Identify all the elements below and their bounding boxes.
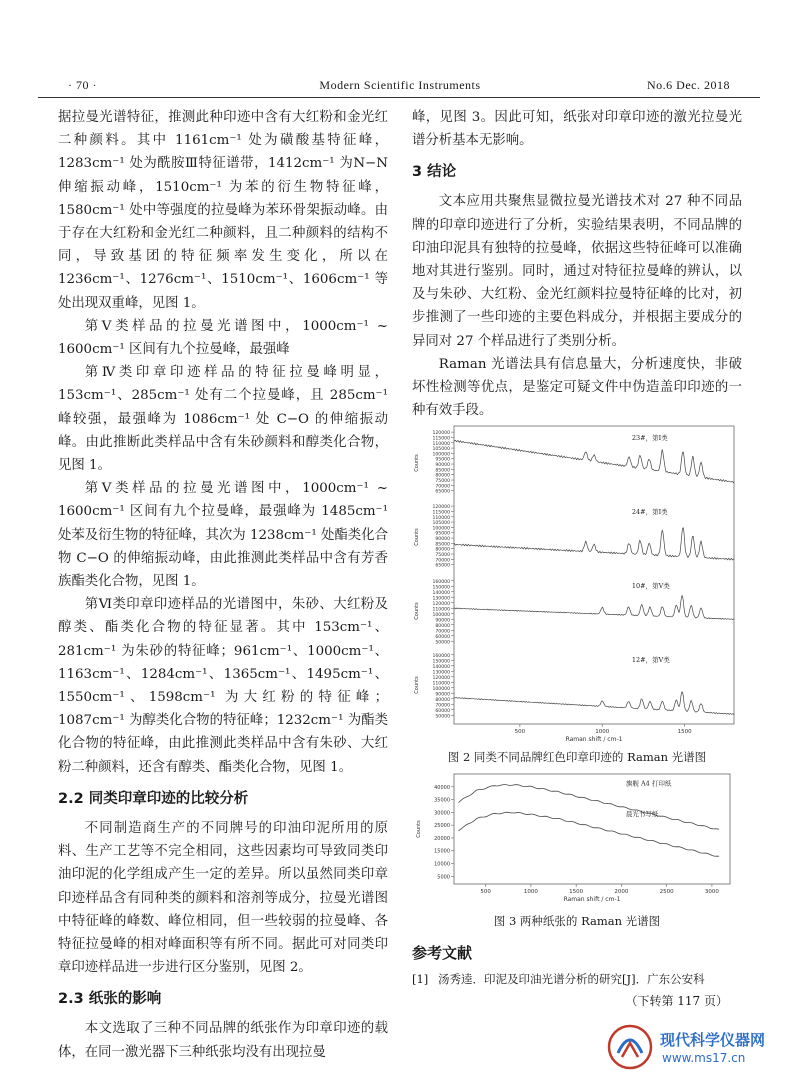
issue-info: No.6 Dec. 2018: [647, 78, 730, 92]
y-tick-label: 50000: [435, 640, 450, 646]
reference-text: 汤秀逵．印泥及印油光谱分析的研究[J]．广东公安科: [438, 971, 705, 986]
y-tick-label: 50000: [435, 714, 450, 720]
y-tick-label: 75000: [435, 479, 450, 485]
y-tick-label: 65000: [435, 564, 450, 570]
y-tick-label: 65000: [435, 490, 450, 496]
y-tick-label: 85000: [435, 468, 450, 474]
y-tick-label: 80000: [435, 624, 450, 630]
y-tick-label: 130000: [432, 670, 450, 676]
watermark-site-name: 现代科学仪器网: [660, 1031, 766, 1049]
y-tick-label: 60000: [435, 635, 450, 641]
paragraph: 文本应用共聚焦显微拉曼光谱技术对 27 种不同品牌的印章印迹进行了分析，实验结果表明，不同品牌的印油印泥具有独特的拉曼峰，依据这些特征峰可以准确地对其进行鉴别。同时，通过对特征拉曼峰的辨认，以及与朱砂、大红粉、金光红颜料拉曼特征峰的比对，初步推测了一些印迹的主要色料成分，并根据主要成分的异同对 27 个样品进行了类别分析。: [412, 194, 742, 349]
y-tick-label: 5000: [437, 874, 450, 881]
y-tick-label: 120000: [432, 602, 450, 608]
spectrum-line-1: [454, 441, 734, 483]
y-tick-label: 150000: [432, 585, 450, 591]
y-axis-label: Counts: [414, 528, 420, 547]
left-column: [58, 106, 388, 1064]
y-tick-label: 105000: [432, 447, 450, 453]
section-heading: 2.2 同类印章印迹的比较分析: [58, 790, 249, 807]
y-tick-label: 15000: [434, 849, 450, 856]
y-tick-label: 110000: [432, 607, 450, 613]
y-tick-label: 35000: [434, 798, 450, 805]
x-tick-label: 1000: [595, 729, 610, 736]
x-tick-label: 1500: [569, 889, 584, 896]
y-tick-label: 120000: [432, 431, 450, 437]
y-tick-label: 70000: [435, 703, 450, 709]
y-tick-label: 115000: [432, 510, 450, 516]
watermark-logo-icon: [606, 1023, 654, 1071]
header-rule: [38, 97, 760, 98]
series-label: 12#，第Ⅴ类: [631, 656, 670, 665]
x-tick-label: 500: [480, 889, 491, 896]
spectrum-line-4: [454, 692, 734, 715]
paragraph: 本文选取了三种不同品牌的纸张作为印章印迹的载体，在同一激光器下三种纸张均没有出现拉曼: [58, 1021, 388, 1060]
journal-title: Modern Scientific Instruments: [319, 78, 481, 92]
y-tick-label: 60000: [435, 709, 450, 715]
section-heading: 2.3 纸张的影响: [58, 991, 162, 1008]
figure-2-chart: [412, 422, 742, 744]
references-heading: 参考文献: [412, 944, 473, 963]
y-tick-label: 140000: [432, 665, 450, 671]
y-axis-label: Counts: [414, 602, 420, 621]
paragraph: 第Ⅴ类样品的拉曼光谱图中，1000cm⁻¹ ~ 1600cm⁻¹ 区间有九个拉曼峰，最强峰为 1485cm⁻¹ 处苯及衍生物的特征峰，其次为 1238cm⁻¹ 处酯类化合物 C−O 的伸缩振动峰，由此推测此类样品中含有芳香族酯类化合物，见图 1。: [58, 481, 388, 590]
right-column: [412, 106, 742, 1013]
x-tick-label: 2000: [614, 889, 629, 896]
x-tick-label: 1000: [523, 889, 538, 896]
x-tick-label: 2500: [659, 889, 674, 896]
y-tick-label: 25000: [434, 823, 450, 830]
page-number: · 70 ·: [68, 78, 97, 92]
watermark-url: www.ms17.cn: [662, 1051, 746, 1065]
paragraph: 第Ⅵ类印章印迹样品的光谱图中，朱砂、大红粉及醇类、酯类化合物的特征显著。其中 153cm⁻¹、281cm⁻¹ 为朱砂的特征峰；961cm⁻¹、1000cm⁻¹、1163cm⁻¹、1284cm⁻¹、1365cm⁻¹、1495cm⁻¹、1550cm⁻¹、1598cm⁻¹ 为大红粉的特征峰；1087cm⁻¹ 为醇类化合物的特征峰；1232cm⁻¹ 为酯类化合物的特征峰，由此推测此类样品中含有朱砂、大红粉二种颜料，还含有醇类、酯类化合物，见图 1。: [58, 597, 388, 775]
y-axis-label: Counts: [414, 454, 420, 473]
y-tick-label: 85000: [435, 542, 450, 548]
y-tick-label: 95000: [435, 532, 450, 538]
y-tick-label: 105000: [432, 521, 450, 527]
y-tick-label: 95000: [435, 458, 450, 464]
y-tick-label: 90000: [435, 537, 450, 543]
y-tick-label: 130000: [432, 596, 450, 602]
y-tick-label: 70000: [435, 558, 450, 564]
figure-3: [412, 768, 742, 930]
spectrum-line-3: [454, 596, 734, 620]
series-label: 23#，第Ⅰ类: [631, 434, 668, 443]
y-tick-label: 100000: [432, 613, 450, 619]
y-tick-label: 120000: [432, 676, 450, 682]
y-tick-label: 160000: [432, 580, 450, 586]
y-tick-label: 70000: [435, 629, 450, 635]
y-tick-label: 30000: [434, 810, 450, 817]
x-tick-label: 500: [514, 729, 526, 736]
y-tick-label: 75000: [435, 553, 450, 559]
spectrum-line-1: [459, 785, 720, 830]
x-axis-label: Raman shift / cm-1: [563, 896, 621, 904]
reference-number: [1]: [412, 971, 429, 986]
series-label: 10#，第Ⅴ类: [631, 582, 670, 591]
figure-3-caption: 图 3 两种纸张的 Raman 光谱图: [493, 914, 661, 929]
y-tick-label: 80000: [435, 474, 450, 480]
x-tick-label: 3000: [704, 889, 719, 896]
running-header: [28, 76, 772, 96]
y-tick-label: 20000: [434, 836, 450, 843]
series-label: 旗舰 A4 打印纸: [625, 779, 672, 788]
series-label: 晨光书写纸: [625, 810, 659, 819]
site-watermark: [606, 1019, 786, 1077]
y-tick-label: 10000: [434, 861, 450, 868]
figure-2-caption: 图 2 同类不同品牌红色印章印迹的 Raman 光谱图: [447, 750, 707, 765]
figure-2: [412, 422, 742, 766]
y-tick-label: 110000: [432, 681, 450, 687]
figure-3-chart: [412, 768, 742, 908]
paragraph: 不同制造商生产的不同牌号的印油印泥所用的原料、生产工艺等不完全相同，这些因素均可导致同类印油印泥的化学组成产生一定的差异。所以虽然同类印章印迹样品含有同种类的颜料和溶剂等成分，拉曼光谱图中特征峰的峰数、峰位相同，但一些较弱的拉曼峰、各特征拉曼峰的相对峰面积等有所不同。据此可对同类印章印迹样品进一步进行区分鉴别，见图 2。: [58, 820, 388, 976]
y-tick-label: 70000: [435, 484, 450, 490]
y-tick-label: 110000: [432, 442, 450, 448]
y-tick-label: 150000: [432, 659, 450, 665]
y-tick-label: 140000: [432, 591, 450, 597]
y-axis-label: Counts: [414, 676, 420, 695]
y-axis-label: Counts: [416, 820, 422, 839]
x-axis-label: Raman shift / cm-1: [565, 736, 623, 744]
spectrum-line-2: [459, 813, 720, 857]
plot-frame: [454, 774, 730, 884]
y-tick-label: 100000: [432, 526, 450, 532]
y-tick-label: 90000: [435, 692, 450, 698]
y-tick-label: 100000: [432, 687, 450, 693]
paragraph: 第Ⅳ类印章印迹样品的特征拉曼峰明显，153cm⁻¹、285cm⁻¹ 处有二个拉曼峰，且 285cm⁻¹ 峰较强，最强峰为 1086cm⁻¹ 处 C−O 的伸缩振动峰。由此推断此类样品中含有朱砂颜料和醇类化合物，见图 1。: [58, 365, 388, 474]
x-tick-label: 1500: [677, 729, 692, 736]
y-tick-label: 80000: [435, 698, 450, 704]
y-tick-label: 80000: [435, 548, 450, 554]
paragraph: Raman 光谱法具有信息量大，分析速度快，非破坏性检测等优点，是鉴定可疑文件中伪造盖印印迹的一种有效手段。: [412, 356, 742, 419]
reference-item: [412, 970, 742, 988]
section-heading: 3 结论: [412, 164, 457, 181]
y-tick-label: 120000: [432, 505, 450, 511]
spectrum-line-2: [454, 528, 734, 560]
plot-frame: [454, 426, 734, 724]
y-tick-label: 100000: [432, 452, 450, 458]
y-tick-label: 90000: [435, 463, 450, 469]
y-tick-label: 90000: [435, 618, 450, 624]
y-tick-label: 160000: [432, 654, 450, 660]
series-label: 24#，第Ⅰ类: [631, 508, 668, 517]
paragraph: 第Ⅴ类样品的拉曼光谱图中，1000cm⁻¹ ~ 1600cm⁻¹ 区间有九个拉曼峰，最强峰: [58, 318, 388, 358]
y-tick-label: 110000: [432, 516, 450, 522]
paragraph: 峰，见图 3。因此可知，纸张对印章印迹的激光拉曼光谱分析基本无影响。: [412, 110, 742, 149]
paragraph: 据拉曼光谱特征，推测此种印迹中含有大红粉和金光红二种颜料。其中 1161cm⁻¹ 处为磺酸基特征峰，1283cm⁻¹ 处为酰胺Ⅲ特征谱带，1412cm⁻¹ 为N−N 伸缩振动峰，1510cm⁻¹ 为苯的衍生物特征峰，1580cm⁻¹ 处中等强度的拉曼峰为苯环骨架振动峰。由于存在大红粉和金光红二种颜料，且二种颜料的结构不同，导致基团的特征频率发生变化，所以在1236cm⁻¹、1276cm⁻¹、1510cm⁻¹、1606cm⁻¹ 等处出现双重峰，见图 1。: [58, 110, 388, 311]
y-tick-label: 40000: [434, 785, 450, 792]
y-tick-label: 115000: [432, 436, 450, 442]
continued-note: （下转第 117 页）: [625, 993, 728, 1008]
